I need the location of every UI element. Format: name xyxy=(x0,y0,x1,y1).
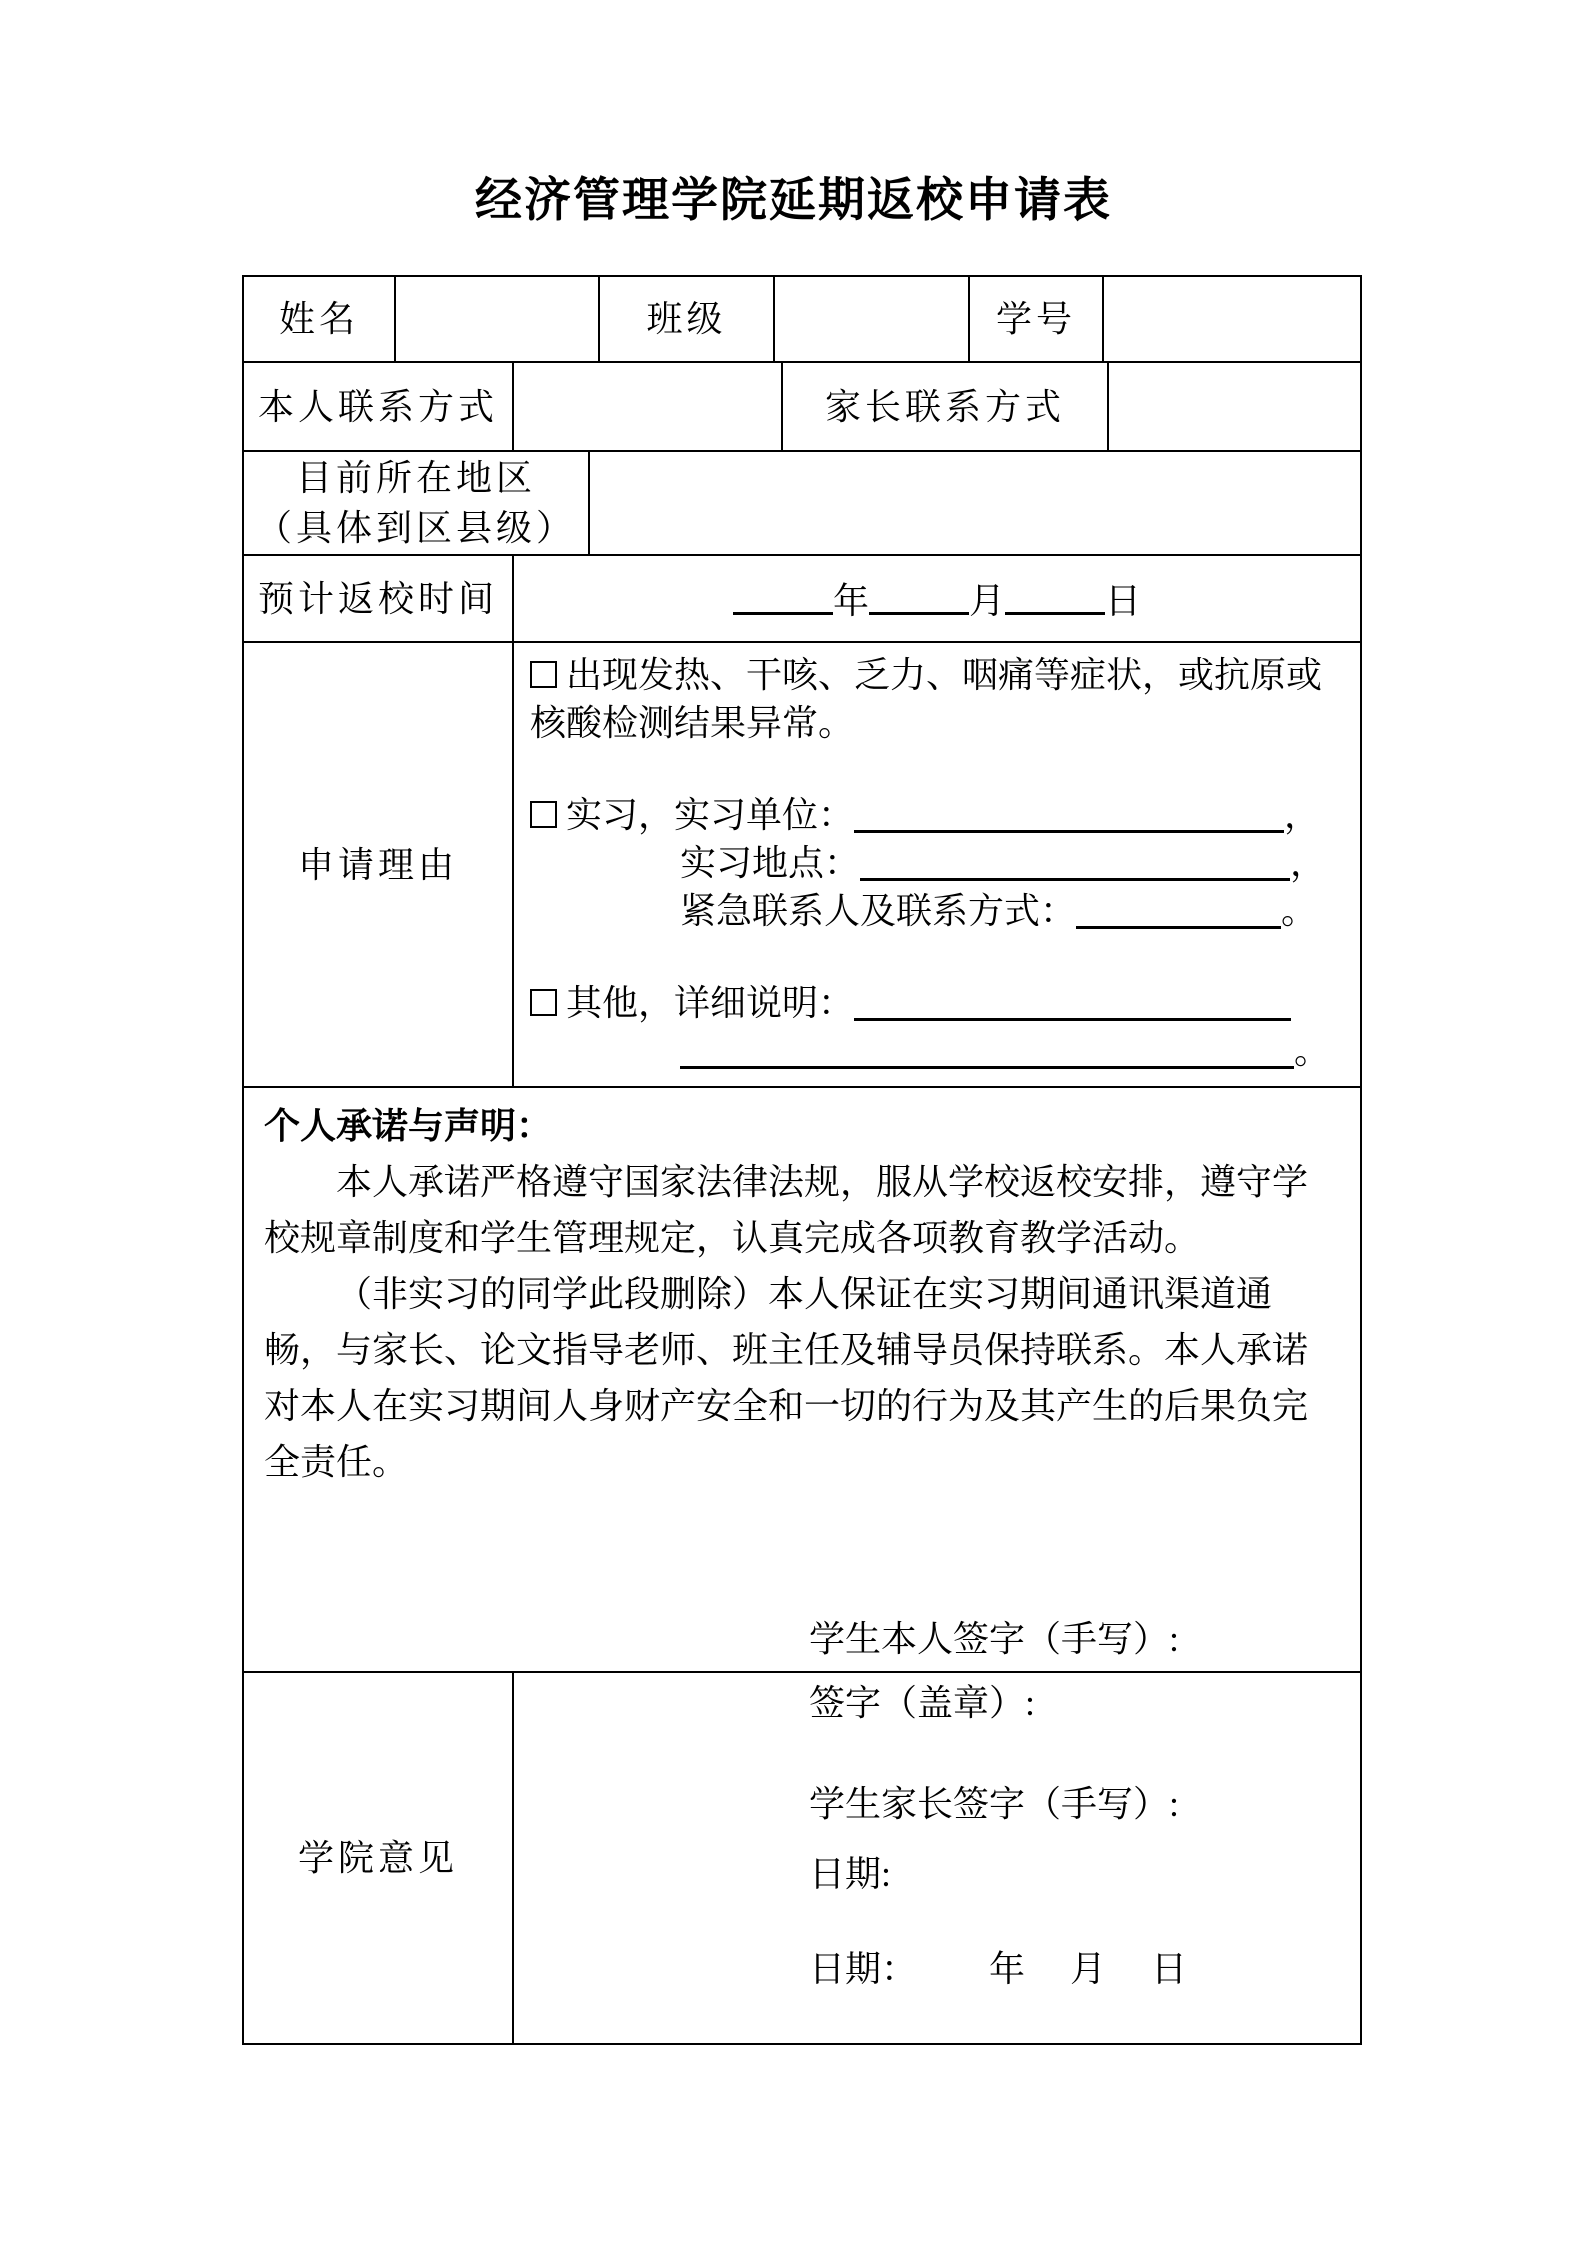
emergency-contact-label: 紧急联系人及联系方式： xyxy=(680,891,1077,931)
comma-mark: ， xyxy=(1290,843,1327,883)
row-contacts xyxy=(244,361,1360,450)
commitment-heading: 个人承诺与声明： xyxy=(264,1106,553,1146)
self-contact-input-cell[interactable] xyxy=(512,363,781,450)
other-detail-blank-line-2[interactable] xyxy=(680,1036,1294,1069)
college-opinion-cell[interactable] xyxy=(512,1673,1360,2043)
opinion-date-line[interactable]: 日期: xyxy=(809,1854,892,1894)
internship-location-label: 实习地点： xyxy=(680,843,861,883)
symptoms-checkbox-icon[interactable] xyxy=(530,661,557,688)
other-detail-second-line xyxy=(530,1027,1344,1075)
reason-options-cell xyxy=(512,643,1360,1086)
spacer xyxy=(530,747,1344,791)
day-blank-line[interactable] xyxy=(1005,582,1105,615)
day-unit: 日 xyxy=(1105,581,1142,621)
class-input-cell[interactable] xyxy=(773,277,968,361)
spacer xyxy=(530,935,1344,979)
sign-stamp-line[interactable]: 签字（盖章）: xyxy=(809,1683,1036,1723)
reason-option-internship xyxy=(530,791,1344,839)
other-checkbox-icon[interactable] xyxy=(530,989,557,1016)
return-time-input-cell xyxy=(512,556,1360,641)
other-option-text: 其他，详细说明： xyxy=(566,983,855,1023)
location-input-cell[interactable] xyxy=(588,452,1360,554)
student-id-input-cell[interactable] xyxy=(1102,277,1360,361)
symptoms-option-text: 出现发热、干咳、乏力、咽痛等症状，或抗原或核酸检测结果异常。 xyxy=(530,655,1323,743)
reason-label: 申请理由 xyxy=(297,844,458,885)
location-label-line2: （具体到区县级） xyxy=(255,508,576,548)
row-return-time xyxy=(244,554,1360,641)
location-label xyxy=(244,452,588,554)
reason-option-symptoms xyxy=(530,651,1344,747)
commitment-paragraph-1: 本人承诺严格遵守国家法律法规，服从学校返校安排，遵守学校规章制度和学生管理规定，认真完成各项教育教学活动。 xyxy=(264,1162,1309,1258)
signature-date-line[interactable]: 日期： 年 月 日 xyxy=(809,1949,1188,1989)
student-signature-line[interactable]: 学生本人签字（手写）: xyxy=(809,1619,1180,1659)
self-contact-label: 本人联系方式 xyxy=(257,386,498,427)
period-mark: 。 xyxy=(1294,1031,1331,1071)
internship-location-blank-line[interactable] xyxy=(860,848,1290,881)
form-title: 经济管理学院延期返校申请表 xyxy=(475,175,1112,227)
name-input-cell[interactable] xyxy=(394,277,598,361)
row-basic-info xyxy=(244,277,1360,361)
year-blank-line[interactable] xyxy=(733,582,833,615)
emergency-contact-line xyxy=(530,887,1344,935)
parent-contact-input-cell[interactable] xyxy=(1107,363,1360,450)
row-reason xyxy=(244,641,1360,1086)
internship-checkbox-icon[interactable] xyxy=(530,801,557,828)
month-blank-line[interactable] xyxy=(869,582,969,615)
internship-unit-blank-line[interactable] xyxy=(854,800,1284,833)
year-unit: 年 xyxy=(832,581,869,621)
return-time-label: 预计返校时间 xyxy=(257,578,498,619)
commitment-paragraph-2: （非实习的同学此段删除）本人保证在实习期间通讯渠道通畅，与家长、论文指导老师、班主任及辅导员保持联系。本人承诺对本人在实习期间人身财产安全和一切的行为及其产生的后果负完全责任。 xyxy=(264,1274,1309,1482)
other-detail-blank-line[interactable] xyxy=(854,988,1291,1021)
location-label-line1: 目前所在地区 xyxy=(295,458,536,498)
opinion-sign-block xyxy=(809,1561,1035,2017)
parent-contact-label: 家长联系方式 xyxy=(781,363,1107,450)
internship-location-line xyxy=(530,839,1344,887)
period-mark: 。 xyxy=(1281,891,1318,931)
emergency-contact-blank-line[interactable] xyxy=(1076,896,1281,929)
class-label: 班级 xyxy=(598,277,773,361)
name-label: 姓名 xyxy=(278,299,359,339)
reason-option-other xyxy=(530,979,1344,1027)
month-unit: 月 xyxy=(968,581,1005,621)
application-form-table xyxy=(242,275,1362,2045)
college-opinion-label: 学院意见 xyxy=(297,1838,458,1878)
parent-signature-line[interactable]: 学生家长签字（手写）: xyxy=(809,1784,1180,1824)
row-location xyxy=(244,450,1360,554)
student-id-label: 学号 xyxy=(968,277,1102,361)
comma-mark: ， xyxy=(1284,795,1321,835)
internship-option-text: 实习，实习单位： xyxy=(566,795,855,835)
row-college-opinion xyxy=(244,1671,1360,2043)
